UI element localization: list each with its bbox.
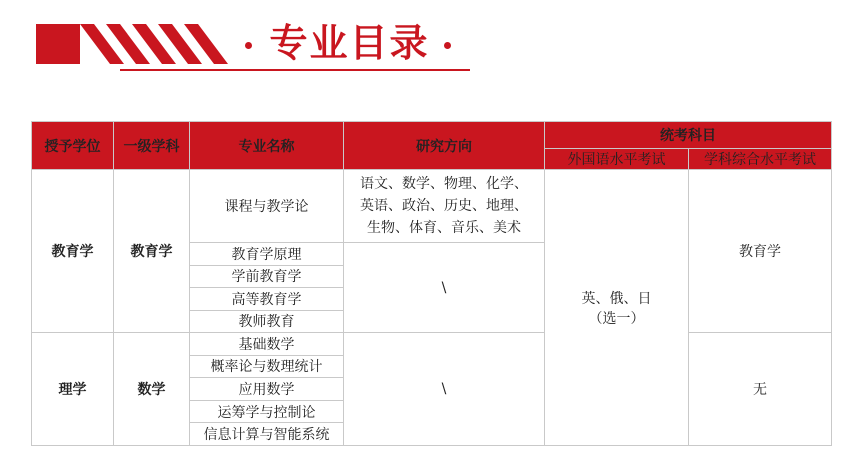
header-exam-language: 外国语水平考试 <box>545 148 689 170</box>
major-cell: 教师教育 <box>190 310 344 333</box>
dot-left-icon <box>245 42 252 49</box>
banner-underline <box>120 69 470 71</box>
header-direction: 研究方向 <box>344 122 545 170</box>
major-cell: 课程与教学论 <box>190 170 344 243</box>
header-banner <box>0 0 859 80</box>
discipline-cell: 教育学 <box>114 170 190 333</box>
header-discipline: 一级学科 <box>114 122 190 170</box>
degree-cell: 理学 <box>32 333 114 446</box>
header-major: 专业名称 <box>190 122 344 170</box>
major-cell: 教育学原理 <box>190 242 344 265</box>
major-cell: 应用数学 <box>190 378 344 401</box>
language-exam-cell <box>545 170 689 446</box>
header-degree: 授予学位 <box>32 122 114 170</box>
major-cell: 运筹学与控制论 <box>190 400 344 423</box>
comprehensive-exam-cell: 教育学 <box>689 170 832 333</box>
direction-cell <box>344 170 545 243</box>
header-exam-comprehensive: 学科综合水平考试 <box>689 148 832 170</box>
major-catalog-table <box>31 121 832 446</box>
direction-line: 生物、体育、音乐、美术 <box>367 220 521 237</box>
direction-line: 语文、数学、物理、化学、 <box>360 176 528 193</box>
language-exam-line: 英、俄、日 <box>581 290 652 307</box>
major-cell: 信息计算与智能系统 <box>190 423 344 446</box>
direction-cell: \ <box>344 242 545 332</box>
major-cell: 概率论与数理统计 <box>190 355 344 378</box>
dot-right-icon <box>444 42 451 49</box>
major-cell: 高等教育学 <box>190 288 344 311</box>
direction-cell: \ <box>344 333 545 446</box>
page-title: 专业目录 <box>269 21 430 65</box>
comprehensive-exam-cell: 无 <box>689 333 832 446</box>
degree-cell: 教育学 <box>32 170 114 333</box>
direction-line: 英语、政治、历史、地理、 <box>360 198 528 215</box>
major-cell: 基础数学 <box>190 333 344 356</box>
stripes-decoration <box>36 24 236 64</box>
language-exam-line: （选一） <box>588 310 645 327</box>
major-cell: 学前教育学 <box>190 265 344 288</box>
header-exam: 统考科目 <box>545 122 832 149</box>
discipline-cell: 数学 <box>114 333 190 446</box>
